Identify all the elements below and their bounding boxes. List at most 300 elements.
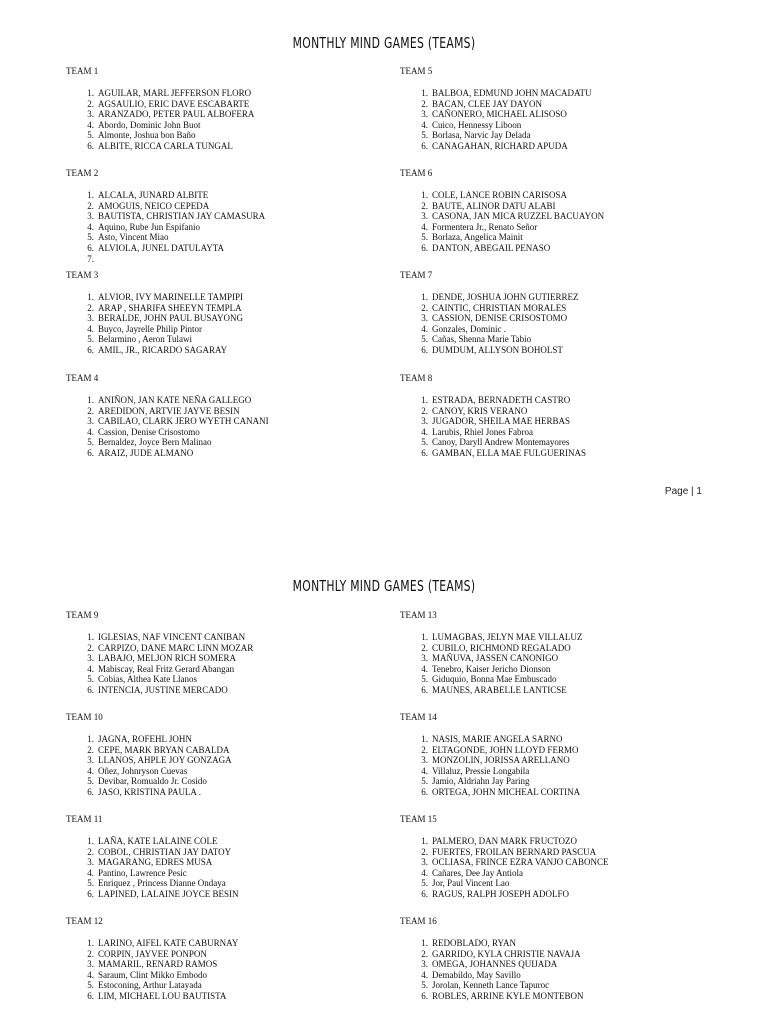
member-item	[400, 991, 730, 1002]
member-number: 6.	[421, 786, 428, 797]
member-item	[66, 959, 396, 970]
team-label: TEAM 10	[66, 712, 103, 722]
member-name: CEPE, MARK BRYAN CABALDA	[98, 744, 230, 755]
member-item	[400, 324, 730, 335]
member-name: Borlaza, Angelica Mainit	[432, 232, 523, 243]
member-name: Tenebro, Kaiser Jericho Dionson	[432, 663, 551, 674]
member-number: 6.	[421, 888, 428, 899]
member-name: LARINO, AIFEL KATE CABURNAY	[98, 938, 239, 948]
member-name: ROBLES, ARRINE KYLE MONTEBON	[432, 990, 584, 1001]
member-name: CUBILO, RICHMOND REGALADO	[432, 642, 571, 653]
member-item	[400, 313, 730, 324]
member-item	[66, 448, 396, 459]
member-name: ALVIOLA, JUNEL DATULAYTA	[98, 242, 225, 253]
member-number: 4.	[421, 663, 428, 674]
member-number: 2.	[87, 200, 94, 211]
member-name: Jamio, Aldriahn Jay Paring	[432, 776, 530, 787]
member-item	[400, 130, 730, 141]
member-item	[66, 643, 396, 654]
member-name: Saraum, Clint Mikko Embodo	[98, 969, 207, 980]
member-item	[66, 949, 396, 960]
team-label: TEAM 7	[400, 270, 433, 280]
member-number: 3.	[87, 109, 94, 120]
member-item	[400, 632, 730, 643]
member-number: 1.	[421, 292, 428, 302]
member-number: 4.	[421, 867, 428, 878]
member-item	[66, 980, 396, 991]
member-name: NASIS, MARIE ANGELA SARNO	[432, 734, 563, 744]
member-number: 3.	[87, 959, 94, 970]
member-name: Cañares, Dee Jay Antiola	[432, 867, 523, 878]
member-number: 2.	[421, 948, 428, 959]
member-number: 2.	[87, 642, 94, 653]
member-name: MAGARANG, EDRES MUSA	[98, 857, 213, 868]
member-number: 5.	[87, 674, 94, 685]
member-name: INTENCIA, JUSTINE MERCADO	[98, 684, 228, 695]
member-number: 6.	[87, 990, 94, 1001]
member-name: MAMARIL, RENARD RAMOS	[98, 959, 218, 970]
member-name: ANIÑON, JAN KATE NEÑA GALLEGO	[98, 395, 252, 405]
member-item	[66, 664, 396, 675]
member-number: 2.	[421, 642, 428, 653]
member-item	[400, 980, 730, 991]
member-name: Cañas, Shenna Marie Tabio	[432, 334, 532, 345]
member-name: LLANOS, AHPLE JOY GONZAGA	[98, 755, 232, 766]
member-name: Jor, Paul Vincent Lao	[432, 878, 510, 889]
member-item	[400, 416, 730, 427]
member-item	[66, 776, 396, 787]
member-item	[66, 653, 396, 664]
member-name: MAÑUVA, JASSEN CANONIGO	[432, 653, 559, 664]
team-label: TEAM 6	[400, 168, 433, 178]
member-number: 3.	[421, 653, 428, 664]
member-item	[66, 313, 396, 324]
member-name: ALVIOR, IVY MARINELLE TAMPIPI	[98, 292, 243, 302]
team-block	[400, 168, 730, 254]
member-name: CAINTIC, CHRISTIAN MORALES	[432, 302, 567, 313]
member-list	[400, 836, 730, 900]
member-item	[66, 755, 396, 766]
member-item	[400, 653, 730, 664]
member-item	[66, 109, 396, 120]
member-number: 5.	[87, 878, 94, 889]
member-number: 3.	[421, 109, 428, 120]
member-name: CAÑONERO, MICHAEL ALISOSO	[432, 109, 567, 120]
member-number: 6.	[421, 140, 428, 151]
member-name: DUMDUM, ALLYSON BOHOLST	[432, 344, 563, 355]
member-number: 6.	[421, 344, 428, 355]
member-name: CORPIN, JAYVEE PONPON	[98, 948, 207, 959]
team-block	[66, 814, 396, 900]
member-name: ELTAGONDE, JOHN LLOYD FERMO	[432, 744, 579, 755]
member-number: 2.	[87, 302, 94, 313]
member-name: ARAIZ, JUDE ALMANO	[98, 447, 194, 458]
member-name: Cobias, Althea Kate Llanos	[98, 674, 197, 685]
member-number: 5.	[421, 232, 428, 243]
member-number: 5.	[87, 334, 94, 345]
member-number: 2.	[87, 846, 94, 857]
member-name: IGLESIAS, NAF VINCENT CANIBAN	[98, 632, 246, 642]
member-name: AREDIDON, ARTVIE JAYVE BESIN	[98, 405, 240, 416]
team-label: TEAM 8	[400, 373, 433, 383]
member-number: 1.	[87, 734, 94, 744]
member-number: 5.	[87, 437, 94, 448]
team-block	[66, 712, 396, 798]
member-item	[400, 243, 730, 254]
member-number: 3.	[421, 755, 428, 766]
member-number: 1.	[421, 938, 428, 948]
team-label: TEAM 13	[400, 610, 437, 620]
team-block	[400, 814, 730, 900]
member-item	[400, 345, 730, 356]
member-number: 3.	[421, 959, 428, 970]
member-name: Cassion, Denise Crisostomo	[98, 426, 200, 437]
member-item	[400, 836, 730, 847]
member-name: AGUILAR, MARL JEFFERSON FLORO	[98, 88, 252, 98]
member-item	[400, 685, 730, 696]
member-name: Larubis, Rhiel Jones Fabroa	[432, 426, 533, 437]
member-name: CASONA, JAN MICA RUZZEL BACUAYON	[432, 211, 605, 222]
member-item	[66, 991, 396, 1002]
member-number: 1.	[87, 292, 94, 302]
member-item	[400, 395, 730, 406]
member-name: JAGNA, ROFEHL JOHN	[98, 734, 192, 744]
member-item	[66, 766, 396, 777]
member-number: 6.	[421, 684, 428, 695]
member-item	[400, 674, 730, 685]
member-number: 4.	[421, 119, 428, 130]
member-number: 4.	[421, 765, 428, 776]
member-number: 5.	[87, 980, 94, 991]
member-item	[66, 734, 396, 745]
member-number: 3.	[87, 313, 94, 324]
team-label: TEAM 15	[400, 814, 437, 824]
member-item	[400, 868, 730, 879]
member-item	[66, 427, 396, 438]
member-name: COLE, LANCE ROBIN CARISOSA	[432, 190, 568, 200]
member-item	[400, 643, 730, 654]
member-name: ARANZADO, PETER PAUL ALBOFERA	[98, 109, 255, 120]
member-item	[66, 857, 396, 868]
team-label: TEAM 11	[66, 814, 103, 824]
team-label: TEAM 1	[66, 66, 99, 76]
member-name: Villaluz, Pressie Longabila	[432, 765, 530, 776]
member-item	[400, 292, 730, 303]
member-name: LUMAGBAS, JELYN MAE VILLALUZ	[432, 632, 583, 642]
member-number: 2.	[421, 744, 428, 755]
member-number: 1.	[421, 836, 428, 846]
member-item	[400, 303, 730, 314]
member-name: ALBITE, RICCA CARLA TUNGAL	[98, 140, 233, 151]
member-list	[400, 632, 730, 696]
member-name: ORTEGA, JOHN MICHEAL CORTINA	[432, 786, 581, 797]
member-list	[400, 395, 730, 459]
page-title: MONTHLY MIND GAMES (TEAMS)	[292, 577, 476, 595]
member-number: 6.	[87, 344, 94, 355]
member-name: Mabiscay, Real Fritz Gerard Abangan	[98, 663, 235, 674]
member-name: Pantino, Lawrence Pesic	[98, 867, 187, 878]
member-number: 6.	[421, 990, 428, 1001]
team-block	[400, 66, 730, 152]
team-label: TEAM 3	[66, 270, 99, 280]
member-list	[66, 734, 396, 798]
member-item	[66, 201, 396, 212]
member-number: 1.	[87, 836, 94, 846]
member-number: 3.	[87, 755, 94, 766]
member-item	[400, 889, 730, 900]
member-number: 6.	[421, 242, 428, 253]
member-item	[400, 99, 730, 110]
page-number: Page | 1	[664, 486, 702, 497]
member-number: 6.	[87, 786, 94, 797]
member-list	[400, 734, 730, 798]
member-number: 4.	[87, 663, 94, 674]
team-block	[400, 270, 730, 356]
member-number: 4.	[421, 969, 428, 980]
member-item	[400, 664, 730, 675]
member-item	[400, 427, 730, 438]
member-list	[400, 88, 730, 152]
member-item	[66, 878, 396, 889]
member-name: RAGUS, RALPH JOSEPH ADOLFO	[432, 888, 570, 899]
member-name: ARAP , SHARIFA SHEEYN TEMPLA	[98, 302, 242, 313]
member-item	[400, 437, 730, 448]
member-item	[66, 292, 396, 303]
member-number: 2.	[87, 744, 94, 755]
member-name: DENDE, JOSHUA JOHN GUTIERREZ	[432, 292, 579, 302]
member-name: Formentera Jr., Renato Señor	[432, 221, 538, 232]
member-number: 1.	[421, 395, 428, 405]
member-number: 5.	[421, 437, 428, 448]
member-list	[400, 938, 730, 1002]
member-number: 5.	[87, 130, 94, 141]
member-item	[400, 787, 730, 798]
member-item	[400, 949, 730, 960]
member-name: Buyco, Jayrelle Philip Pintor	[98, 323, 202, 334]
member-item	[66, 190, 396, 201]
member-number: 3.	[421, 416, 428, 427]
member-number: 4.	[421, 323, 428, 334]
team-block	[66, 168, 396, 264]
member-list	[66, 395, 396, 459]
member-list	[66, 88, 396, 152]
member-name: AMIL, JR., RICARDO SAGARAY	[98, 344, 228, 355]
member-name: AGSAULIO, ERIC DAVE ESCABARTE	[98, 98, 250, 109]
member-name: FUERTES, FROILAN BERNARD PASCUA	[432, 846, 597, 857]
member-item	[400, 970, 730, 981]
team-label: TEAM 12	[66, 916, 103, 926]
member-name: OCLIASA, FRINCE EZRA VANJO CABONCE	[432, 857, 609, 868]
team-block	[66, 610, 396, 696]
member-number: 1.	[421, 190, 428, 200]
member-number: 5.	[421, 674, 428, 685]
team-label: TEAM 14	[400, 712, 437, 722]
member-number: 4.	[87, 119, 94, 130]
member-item	[66, 836, 396, 847]
member-name: GARRIDO, KYLA CHRISTIE NAVAJA	[432, 948, 581, 959]
member-name: BAUTE, ALINOR DATU ALABI	[432, 200, 556, 211]
member-name: JUGADOR, SHEILA MAE HERBAS	[432, 416, 571, 427]
team-label: TEAM 9	[66, 610, 99, 620]
member-list	[66, 292, 396, 356]
member-item	[400, 857, 730, 868]
member-number: 2.	[87, 405, 94, 416]
member-item	[66, 889, 396, 900]
member-item	[66, 243, 396, 254]
team-block	[400, 916, 730, 1002]
member-list	[400, 190, 730, 254]
member-item	[400, 109, 730, 120]
team-block	[66, 270, 396, 356]
member-number: 4.	[87, 765, 94, 776]
member-item	[66, 345, 396, 356]
member-name: GAMBAN, ELLA MAE FULGUERINAS	[432, 447, 587, 458]
member-name: LIM, MICHAEL LOU BAUTISTA	[98, 990, 227, 1001]
member-number: 2.	[87, 98, 94, 109]
member-item	[400, 88, 730, 99]
member-item	[66, 406, 396, 417]
member-number: 2.	[421, 302, 428, 313]
member-item	[400, 755, 730, 766]
member-item	[400, 334, 730, 345]
member-item	[400, 878, 730, 889]
member-item	[66, 847, 396, 858]
member-number: 5.	[87, 776, 94, 787]
member-number: 5.	[421, 334, 428, 345]
member-name: JASO, KRISTINA PAULA .	[98, 786, 201, 797]
member-item	[400, 766, 730, 777]
member-item	[66, 787, 396, 798]
member-item	[400, 734, 730, 745]
member-name: COBOL, CHRISTIAN JAY DATOY	[98, 846, 232, 857]
team-block	[66, 66, 396, 152]
team-label: TEAM 16	[400, 916, 437, 926]
member-number: 5.	[421, 980, 428, 991]
member-name: Enriquez , Princess Dianne Ondaya	[98, 878, 226, 889]
member-name: BERALDE, JOHN PAUL BUSAYONG	[98, 313, 244, 324]
member-name: CANAGAHAN, RICHARD APUDA	[432, 140, 568, 151]
member-name: Abordo, Dominic John Buot	[98, 119, 201, 130]
member-name: Cuico, Hennessy Liboon	[432, 119, 522, 130]
member-item	[400, 959, 730, 970]
member-name: Asto, Vincent Miao	[98, 232, 169, 243]
team-block	[66, 916, 396, 1002]
member-list	[400, 292, 730, 356]
team-block	[66, 373, 396, 459]
member-name: Demabildo, May Savillo	[432, 969, 521, 980]
member-number: 1.	[421, 632, 428, 642]
member-number: 6.	[87, 242, 94, 253]
member-number: 5.	[421, 776, 428, 787]
member-item	[400, 406, 730, 417]
member-number: 1.	[87, 88, 94, 98]
member-item	[400, 938, 730, 949]
member-item	[66, 868, 396, 879]
member-name: PALMERO, DAN MARK FRUCTOZO	[432, 836, 578, 846]
member-number: 3.	[87, 857, 94, 868]
member-item	[400, 847, 730, 858]
member-number: 1.	[87, 395, 94, 405]
member-item	[66, 745, 396, 756]
member-number: 5.	[87, 232, 94, 243]
member-number: 6.	[87, 140, 94, 151]
member-number: 2.	[421, 98, 428, 109]
member-number: 3.	[421, 211, 428, 222]
member-number: 3.	[421, 857, 428, 868]
member-item	[66, 303, 396, 314]
member-number: 2.	[421, 200, 428, 211]
member-item	[400, 222, 730, 233]
member-number: 2.	[421, 405, 428, 416]
member-name: OMEGA, JOHANNES QUIJADA	[432, 959, 558, 970]
member-name: BAUTISTA, CHRISTIAN JAY CAMASURA	[98, 211, 266, 222]
member-item	[400, 211, 730, 222]
member-number: 1.	[87, 632, 94, 642]
member-item	[66, 437, 396, 448]
team-label: TEAM 4	[66, 373, 99, 383]
member-number: 5.	[421, 878, 428, 889]
member-number: 1.	[421, 88, 428, 98]
member-name: Gonzales, Dominic .	[432, 323, 506, 334]
member-name: LAPINED, LALAINE JOYCE BESIN	[98, 888, 239, 899]
member-number: 4.	[87, 969, 94, 980]
member-item	[66, 674, 396, 685]
member-number: 3.	[87, 416, 94, 427]
team-block	[400, 712, 730, 798]
member-name: CARPIZO, DANE MARC LINN MOZAR	[98, 642, 254, 653]
member-item	[66, 324, 396, 335]
member-name: Aquino, Rube Jun Espifanio	[98, 221, 200, 232]
member-name: MAUNES, ARABELLE LANTICSE	[432, 684, 567, 695]
member-number: 3.	[87, 211, 94, 222]
member-name: REDOBLADO, RYAN	[432, 938, 517, 948]
member-number: 2.	[421, 846, 428, 857]
page-2	[0, 540, 768, 1024]
team-label: TEAM 5	[400, 66, 433, 76]
member-number: 4.	[87, 323, 94, 334]
member-number: 1.	[87, 938, 94, 948]
member-item	[66, 141, 396, 152]
team-label: TEAM 2	[66, 168, 99, 178]
member-number: 4.	[87, 867, 94, 878]
member-number: 2.	[87, 948, 94, 959]
member-list	[66, 190, 396, 264]
member-name: LABAJO, MELJON RICH SOMERA	[98, 653, 237, 664]
member-name: BACAN, CLEE JAY DAYON	[432, 98, 543, 109]
member-item	[400, 232, 730, 243]
member-item	[66, 416, 396, 427]
member-item	[66, 685, 396, 696]
member-number: 6.	[87, 447, 94, 458]
member-item	[66, 254, 396, 265]
member-name: Jorolan, Kenneth Lance Tapuroc	[432, 980, 550, 991]
member-name: Belarmino , Aeron Tulawi	[98, 334, 192, 345]
member-item	[400, 448, 730, 459]
member-name: Almonte, Joshua bon Baño	[98, 130, 196, 141]
member-number: 3.	[421, 313, 428, 324]
team-block	[400, 610, 730, 696]
member-item	[400, 745, 730, 756]
member-item	[66, 334, 396, 345]
member-item	[66, 222, 396, 233]
member-item	[66, 120, 396, 131]
member-name: AMOGUIS, NEICO CEPEDA	[98, 200, 210, 211]
member-number: 4.	[87, 221, 94, 232]
member-item	[66, 88, 396, 99]
member-name: CASSION, DENISE CRISOSTOMO	[432, 313, 568, 324]
member-item	[66, 211, 396, 222]
member-number: 6.	[87, 684, 94, 695]
